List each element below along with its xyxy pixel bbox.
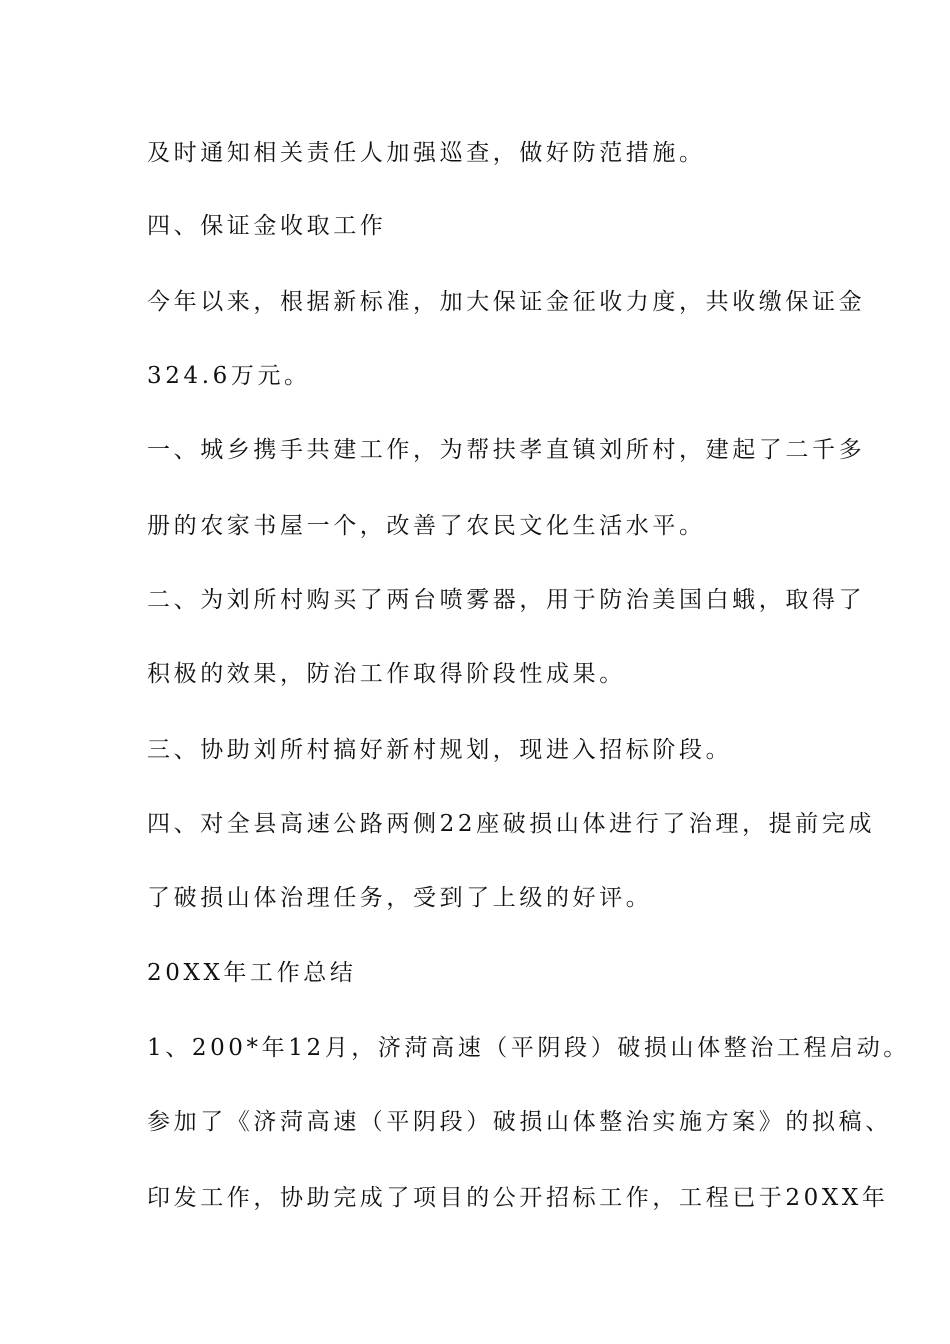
text-line: 二、为刘所村购买了两台喷雾器，用于防治美国白蛾，取得了 [147, 587, 866, 613]
text-line: 一、城乡携手共建工作，为帮扶孝直镇刘所村，建起了二千多 [147, 437, 866, 463]
text-line: 参加了《济菏高速（平阴段）破损山体整治实施方案》的拟稿、 [147, 1109, 892, 1135]
text-line: 印发工作，协助完成了项目的公开招标工作，工程已于20XX年 [147, 1185, 889, 1211]
section-heading: 20XX年工作总结 [147, 960, 357, 986]
text-line: 324.6万元。 [147, 363, 311, 389]
text-line: 了破损山体治理任务，受到了上级的好评。 [147, 885, 653, 911]
text-line: 1、200*年12月，济菏高速（平阴段）破损山体整治工程启动。 [147, 1035, 910, 1061]
text-line: 四、对全县高速公路两侧22座破损山体进行了治理，提前完成 [147, 811, 876, 837]
section-heading: 四、保证金收取工作 [147, 213, 387, 239]
text-line: 册的农家书屋一个，改善了农民文化生活水平。 [147, 513, 706, 539]
text-line: 三、协助刘所村搞好新村规划，现进入招标阶段。 [147, 737, 733, 763]
text-line: 积极的效果，防治工作取得阶段性成果。 [147, 661, 626, 687]
text-line: 及时通知相关责任人加强巡查，做好防范措施。 [147, 140, 706, 166]
text-line: 今年以来，根据新标准，加大保证金征收力度，共收缴保证金 [147, 289, 866, 315]
